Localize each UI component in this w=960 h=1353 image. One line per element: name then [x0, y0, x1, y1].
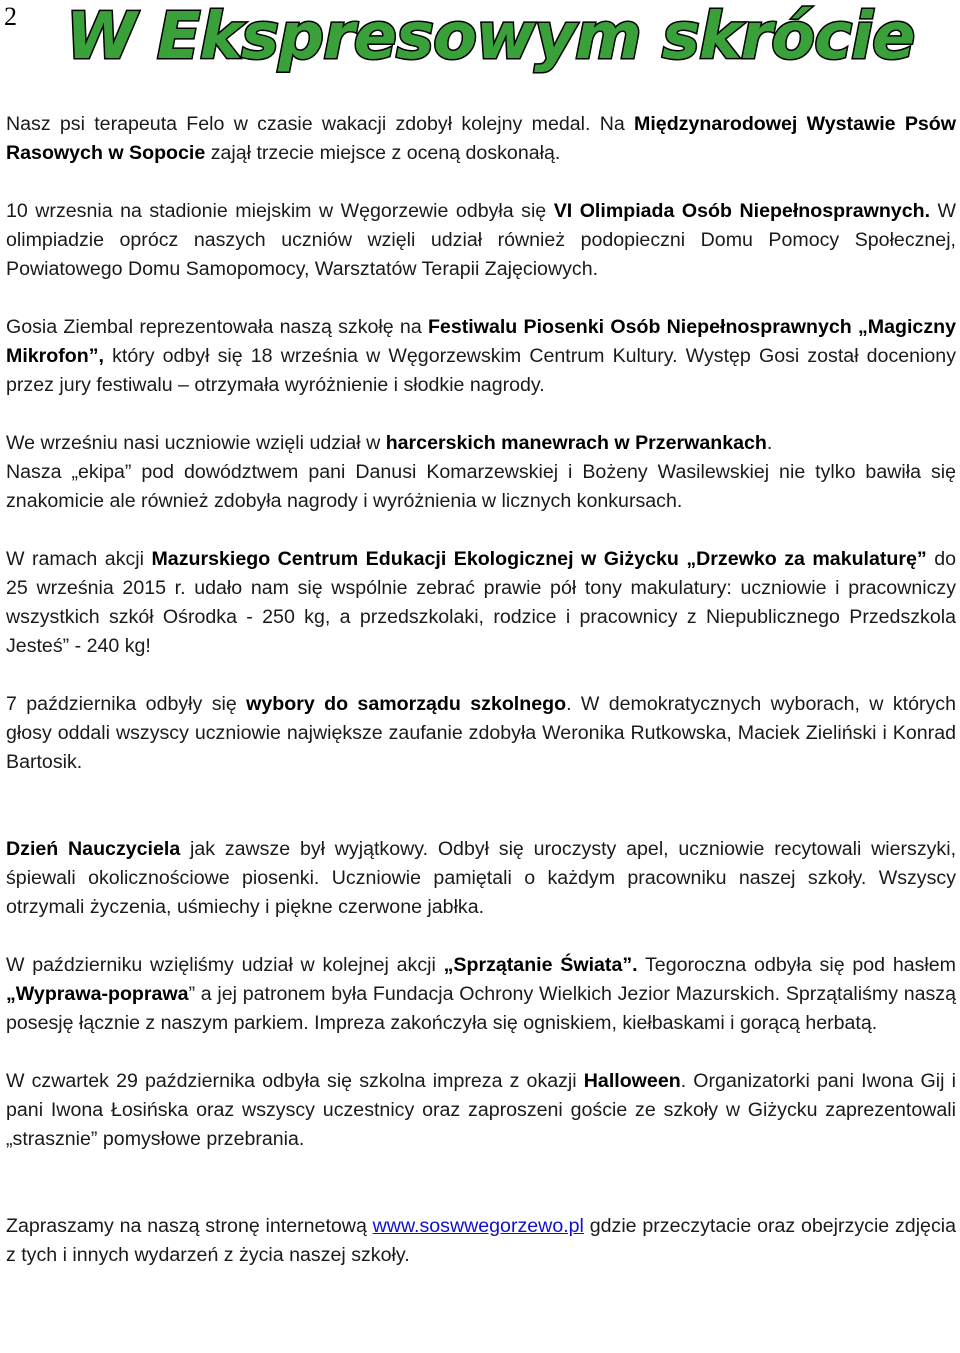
paragraph-elections — [6, 690, 956, 777]
text: . W demokratycznych wyborach, w których głosy oddali wszyscy uczniowie największe zaufanie zdobyła Weronika Rutkowska, Maciek Zieliński i Konrad Bartosik. — [6, 693, 956, 773]
text: W październiku wzięliśmy udział w kolejnej akcji — [6, 954, 444, 976]
bold-text: „Sprzątanie Świata”. — [443, 954, 638, 976]
text: W ramach akcji — [6, 548, 152, 570]
text: Gosia Ziembal reprezentowała naszą szkołę na — [6, 316, 428, 338]
bold-text: Halloween — [583, 1070, 681, 1092]
text: Nasza „ekipa” pod dowództwem pani Danusi Komarzewskiej i Bożeny Wasilewskiej nie tylko bawiła się znakomicie ale również zdobyła nagrody i wyróżnienia w licznych konkursach. — [6, 461, 956, 512]
text: Tegoroczna odbyła się pod hasłem — [637, 954, 956, 976]
bold-text: Mazurskiego Centrum Edukacji Ekologicznej w Giżycku „Drzewko za makulaturę” — [151, 548, 927, 570]
bold-text: Dzień Nauczyciela — [6, 838, 181, 860]
paragraph-team-prizes — [6, 458, 956, 516]
bold-text: harcerskich manewrach w Przerwankach — [385, 432, 767, 454]
text: gdzie przeczytacie oraz obejrzycie zdjęcia z tych i innych wydarzeń z życia naszej szkoły. — [6, 1215, 956, 1266]
paragraph-scout-maneuvers — [6, 429, 956, 458]
paragraph-website-invite — [6, 1212, 956, 1270]
text: który odbył się 18 września w Węgorzewskim Centrum Kultury. Występ Gosi został doceniony przez jury festiwalu – otrzymała wyróżnienie i słodkie nagrody. — [6, 345, 956, 396]
text: . Organizatorki pani Iwona Gij i pani Iwona Łosińska oraz wszyscy uczestnicy oraz zaproszeni goście ze szkoły w Giżycku zaprezentowali „strasznie” pomysłowe przebrania. — [6, 1070, 956, 1150]
website-link[interactable]: www.soswwegorzewo.pl — [372, 1215, 584, 1237]
bold-text: VI Olimpiada Osób Niepełnosprawnych. — [553, 200, 931, 222]
paragraph-olympiad — [6, 197, 956, 284]
text: ” a jej patronem była Fundacja Ochrony Wielkich Jezior Mazurskich. Sprzątaliśmy naszą posesję łącznie z naszym parkiem. Impreza zakończyła się ogniskiem, kiełbaskami i gorącą herbatą. — [6, 983, 956, 1034]
paragraph-clean-world — [6, 951, 956, 1038]
text: Nasz psi terapeuta Felo w czasie wakacji zdobył kolejny medal. Na — [6, 113, 635, 135]
paragraph-paper-collection — [6, 545, 956, 661]
text: . — [766, 432, 773, 454]
text: W czwartek 29 października odbyła się szkolna impreza z okazji — [6, 1070, 584, 1092]
page-number: 2 — [4, 2, 17, 31]
paragraph-festival — [6, 313, 956, 400]
text: jak zawsze był wyjątkowy. Odbył się uroczysty apel, uczniowie recytowali wierszyki, śpiewali okolicznościowe piosenki. Uczniowie pamiętali o każdym pracowniku naszej szkoły. Wszyscy otrzymali życzenia, uśmiechy i piękne czerwone jabłka. — [6, 838, 957, 918]
text: do 25 września 2015 r. udało nam się wspólnie zebrać prawie pół tony makulatury: uczniowie i pracowniczy wszystkich szkół Ośrodka - 250 kg, a przedszkolaki, rodzice i pracownicy z Niepublicznego Przedszkola Jesteś” - 240 kg! — [6, 548, 956, 657]
paragraph-halloween — [6, 1067, 956, 1154]
text: Zapraszamy na naszą stronę internetową — [6, 1215, 373, 1237]
text: 7 października odbyły się — [6, 693, 247, 715]
paragraph-teachers-day — [6, 835, 956, 922]
page-title: W Ekspresowym skrócie — [66, 0, 915, 74]
paragraph-felo-medal — [6, 110, 956, 168]
text: We wrześniu nasi uczniowie wzięli udział w — [6, 432, 386, 454]
bold-text: Międzynarodowej Wystawie Psów Rasowych w Sopocie — [6, 113, 956, 164]
article-body — [6, 110, 956, 1270]
bold-text: wybory do samorządu szkolnego — [246, 693, 567, 715]
text: zajął trzecie miejsce z oceną doskonałą. — [205, 142, 561, 164]
bold-text: Festiwalu Piosenki Osób Niepełnosprawnych „Magiczny Mikrofon”, — [6, 316, 956, 367]
bold-text: „Wyprawa-poprawa — [6, 983, 189, 1005]
text: W olimpiadzie oprócz naszych uczniów wzięli udział również podopieczni Domu Pomocy Społecznej, Powiatowego Domu Samopomocy, Warsztatów Terapii Zajęciowych. — [6, 200, 956, 280]
text: 10 wrzesnia na stadionie miejskim w Węgorzewie odbyła się — [6, 200, 554, 222]
